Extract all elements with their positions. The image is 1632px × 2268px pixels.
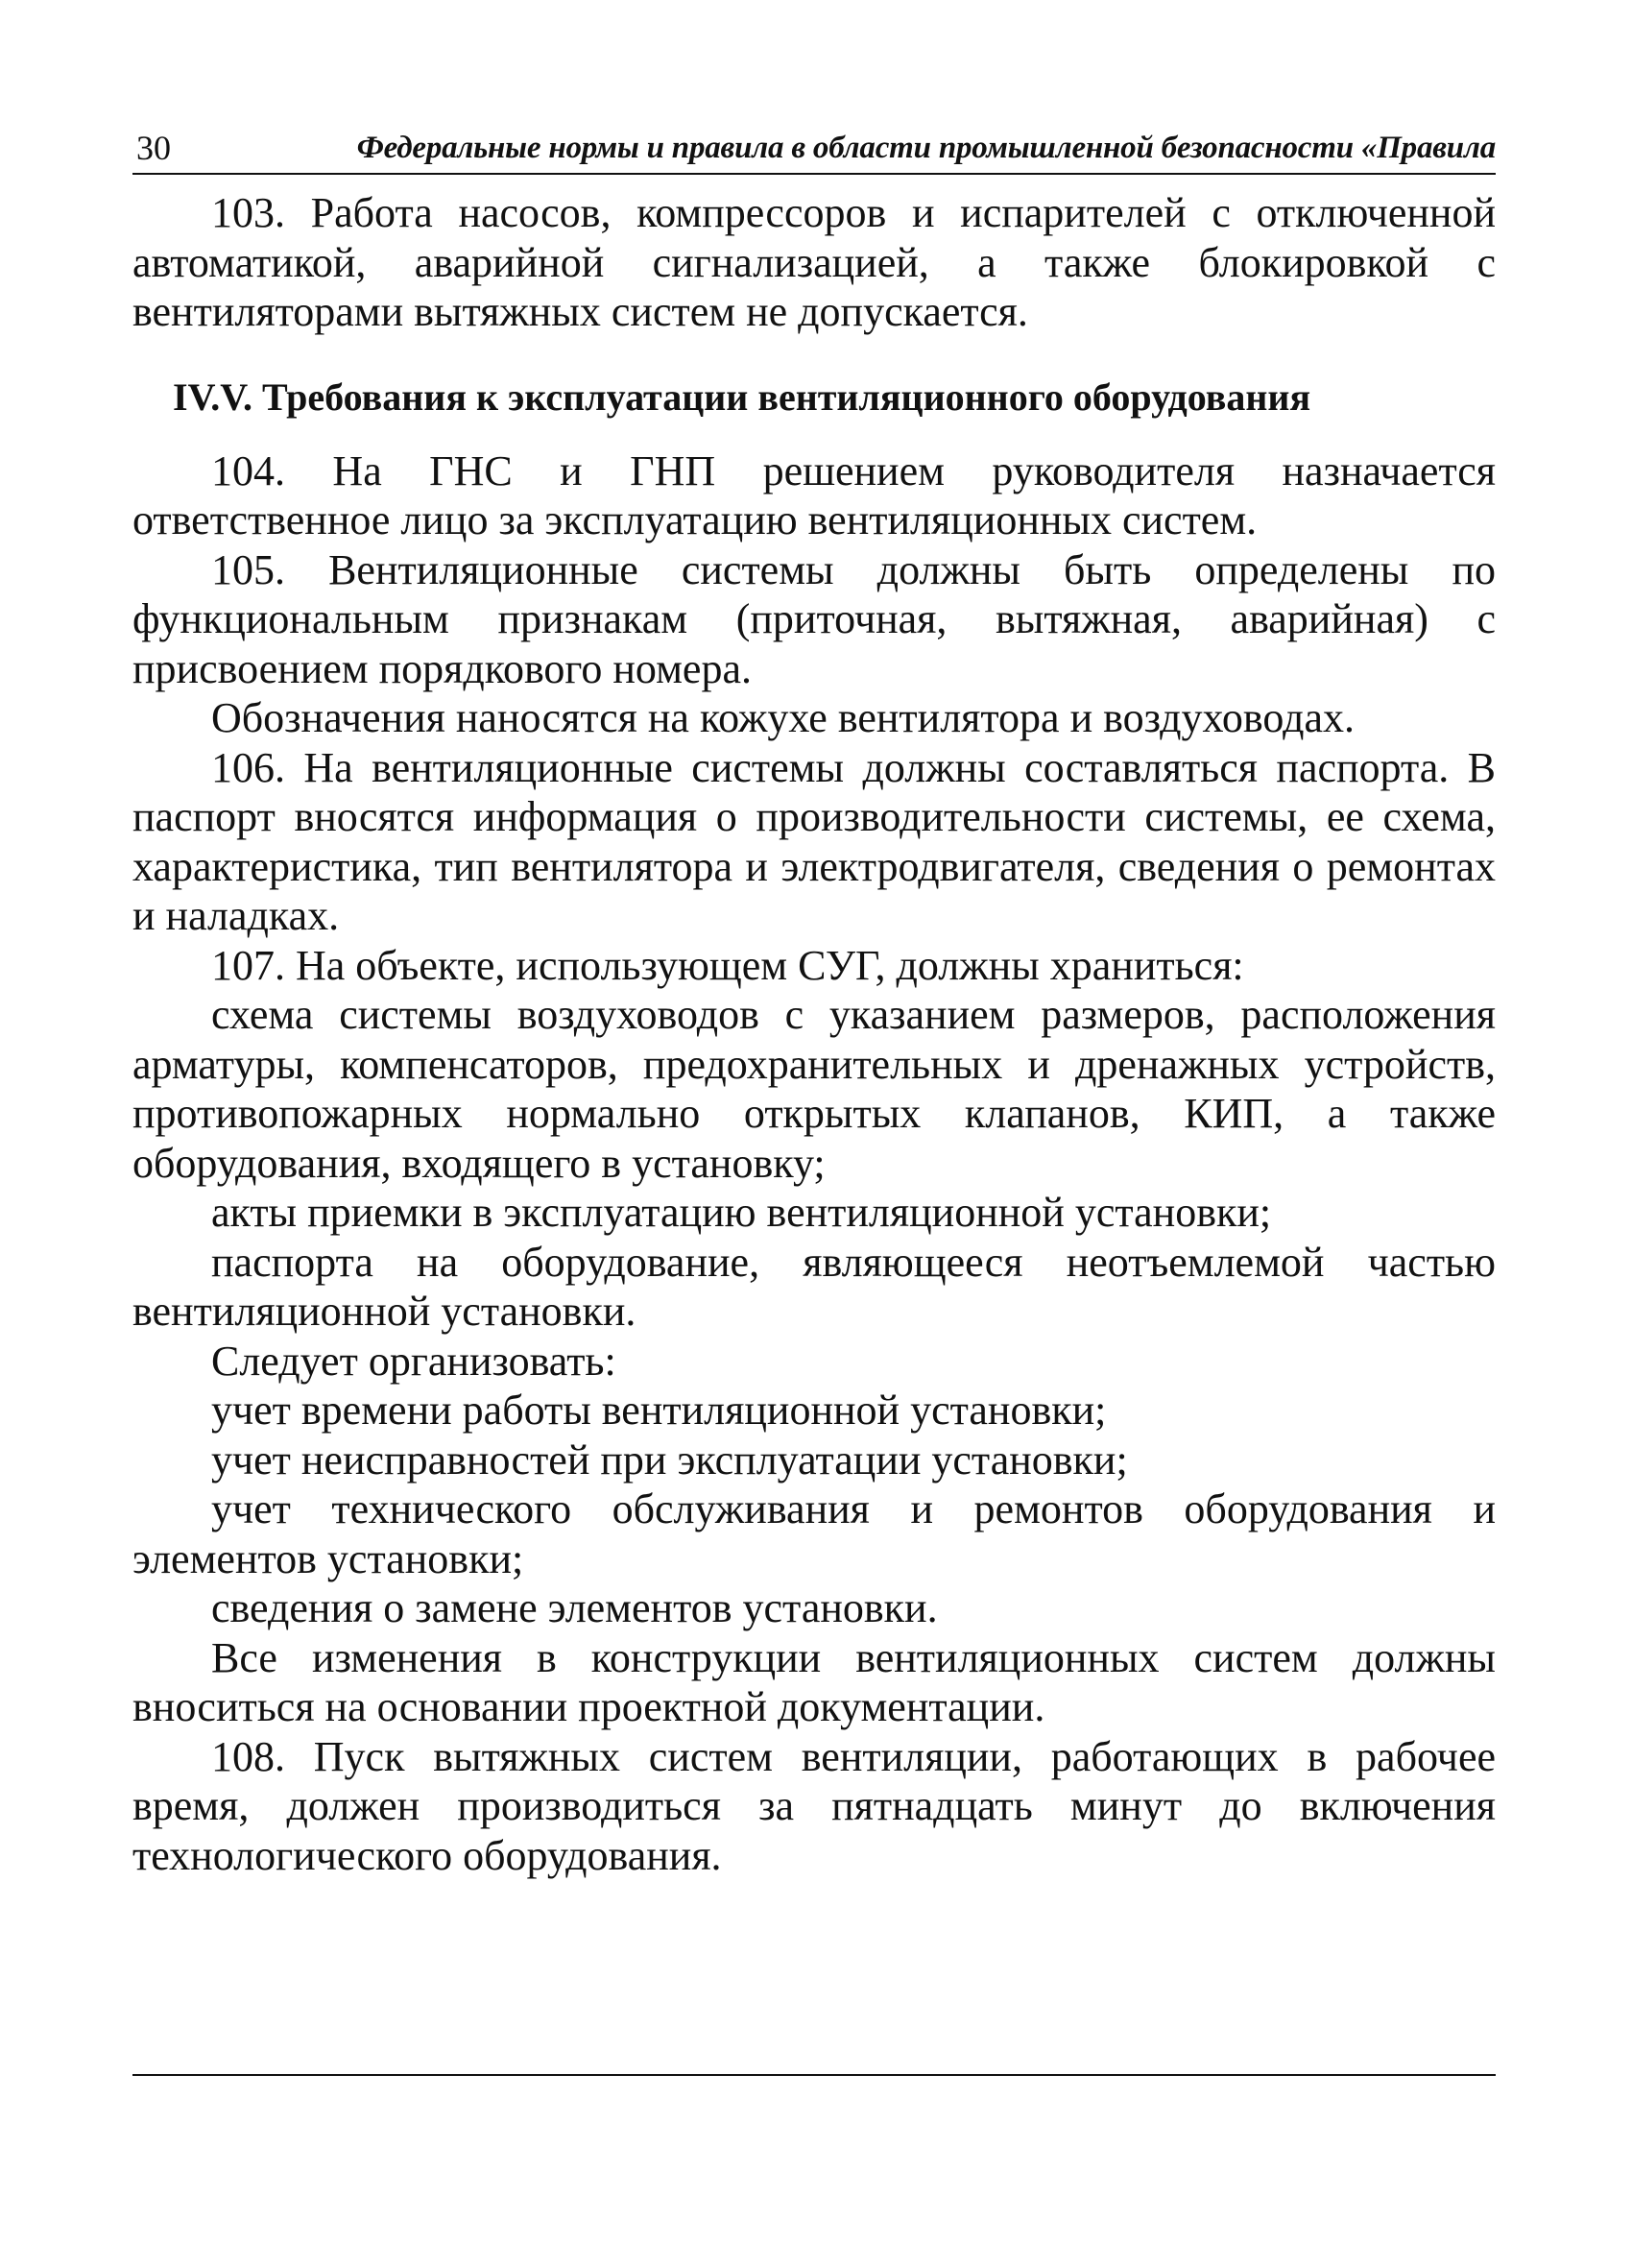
section-heading: IV.V. Требования к эксплуатации вентиляционного оборудования: [173, 374, 1311, 419]
list-item-scheme: схема системы воздуховодов с указанием размеров, расположения арматуры, компенсаторов, предохранительных и дренажных устройств, противопожарных нормально открытых клапанов, КИП, а также оборудования, входящего в установку;: [132, 991, 1496, 1187]
list-item-acceptance-acts: акты приемки в эксплуатацию вентиляционной установки;: [211, 1189, 1272, 1236]
body-text: [132, 188, 1496, 1880]
paragraph-103: 103. Работа насосов, компрессоров и испарителей с отключенной автоматикой, аварийной сигнализацией, а также блокировкой с вентиляторами вытяжных систем не допускается.: [132, 189, 1496, 335]
list-item-work-time: учет времени работы вентиляционной установки;: [211, 1387, 1107, 1434]
paragraph-105-note: Обозначения наносятся на кожухе вентилятора и воздуховодах.: [211, 694, 1356, 741]
list-item-passports: паспорта на оборудование, являющееся неотъемлемой частью вентиляционной установки.: [132, 1238, 1496, 1335]
list-item-malfunctions: учет неисправностей при эксплуатации установки;: [211, 1436, 1128, 1484]
list-item-maintenance: учет технического обслуживания и ремонтов оборудования и элементов установки;: [132, 1485, 1496, 1582]
bottom-rule: [132, 2074, 1496, 2076]
paragraph-105: 105. Вентиляционные системы должны быть определены по функциональным признакам (приточная, вытяжная, аварийная) с присвоением порядкового номера.: [132, 545, 1496, 692]
running-head: [132, 123, 1496, 175]
paragraph-106: 106. На вентиляционные системы должны составляться паспорта. В паспорт вносятся информация о производительности системы, ее схема, характеристика, тип вентилятора и электродвигателя, сведения о ремонтах и наладках.: [132, 743, 1496, 939]
paragraph-changes: Все изменения в конструкции вентиляционных систем должны вноситься на основании проектной документации.: [132, 1633, 1496, 1730]
paragraph-104: 104. На ГНС и ГНП решением руководителя назначается ответственное лицо за эксплуатацию вентиляционных систем.: [132, 446, 1496, 543]
page-number: 30: [136, 129, 171, 167]
paragraph-108: 108. Пуск вытяжных систем вентиляции, работающих в рабочее время, должен производиться за пятнадцать минут до включения технологического оборудования.: [132, 1732, 1496, 1879]
running-title: Федеральные нормы и правила в области промышленной безопасности «Правила: [356, 131, 1496, 165]
list-item-replacement: сведения о замене элементов установки.: [211, 1584, 938, 1631]
paragraph-107: 107. На объекте, использующем СУГ, должны храниться:: [211, 941, 1244, 989]
paragraph-organize: Следует организовать:: [211, 1337, 616, 1385]
document-page: [132, 123, 1496, 1880]
